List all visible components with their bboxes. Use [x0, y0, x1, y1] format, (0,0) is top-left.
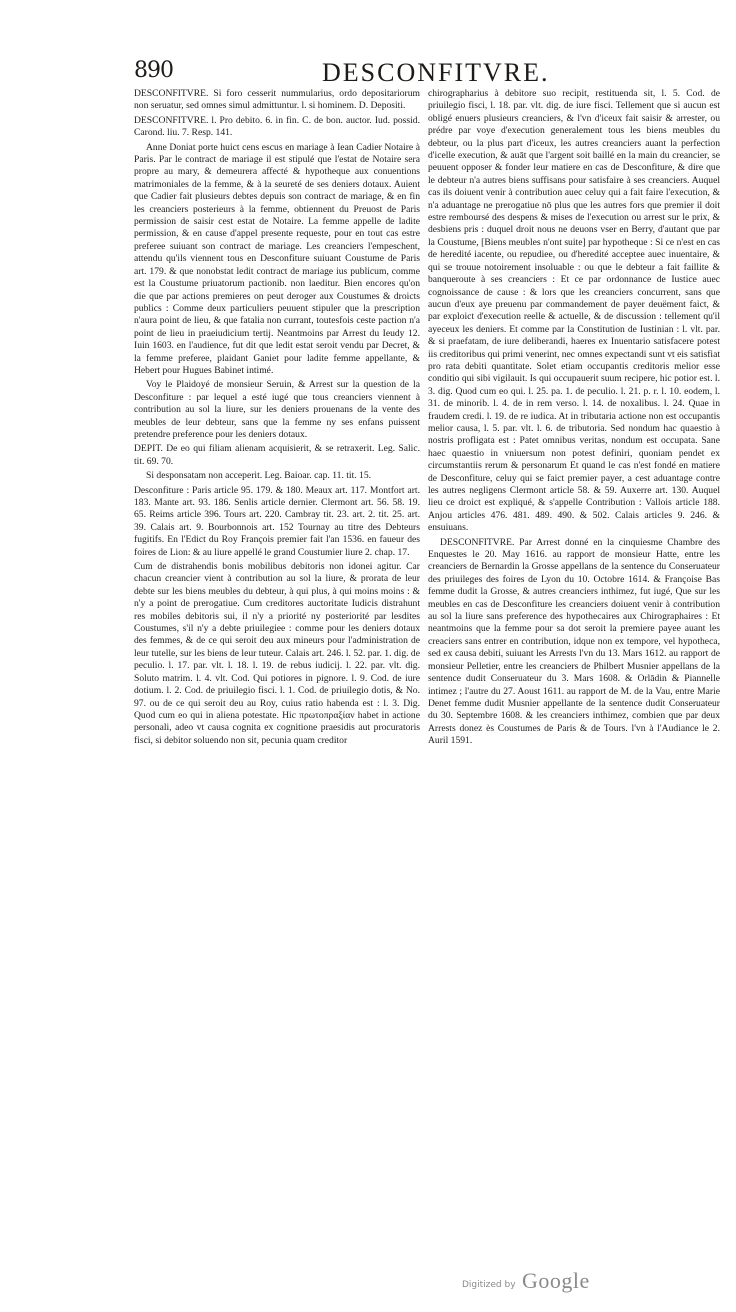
entry-paragraph: DESCONFITVRE. l. Pro debito. 6. in fin. C. de bon. auctor. Iud. possid. Carond. liu. 7. Resp. 141.: [134, 114, 420, 139]
digitized-by-label: Digitized by: [462, 1280, 516, 1290]
body-paragraph: Voy le Plaidoyé de monsieur Seruin, & Arrest sur la question de la Desconfiture : par lequel a esté iugé que tous creanciers viennent à contribution au sol la liure, sur les deniers prouenans de la vente des meubles de leur debteur, sans que la femme ny ses enfans puissent pretendre preference pour les deniers dotaux.: [134, 379, 420, 440]
entry-paragraph: DEPIT. De eo qui filiam alienam acquisierit, & se retraxerit. Leg. Salic. tit. 69. 70.: [134, 443, 420, 467]
entry-paragraph: DESCONFITVRE. Par Arrest donné en la cinquiesme Chambre des Enquestes le 20. May 1616. au rapport de monsieur Hatte, entre les creanciers de Bernardin la Grosse appellans de la sentence du Conseruateur des priuileges des foires de Lyon du 10. Octobre 1614. & Françoise Bas femme dudit la Grosse, & autres creanciers inthimez, fut iugé, Que sur les meubles en cas de Desconfiture les creanciers doiuent venir à contribution au sol la liure sans preference des hypothecaires aux Chirographaires : Et neantmoins que la femme pour sa dot seroit la premiere payee auant les creaciers sans entrer en contribution, idque non ex tempore, vel hypotheca, sed ex causa debiti, suiuant les Arrests l'vn du 13. Mars 1612. au rapport de monsieur Pelletier, entre les creanciers de Philbert Musnier appellans de la sentence dudit Conseruateur du 3. Mars 1608. & Orlādin & Piannelle intimez ; l'autre du 27. Aoust 1611. au rapport de M. de la Vau, entre Marie Denet femme dudit Musnier appellante de la sentence dudit Conseruateur du 30. Septembre 1608. & les creanciers inthimez, combien que par deux Arrests donez ès Coustumes de Paris & de Tours. l'vn à l'Audiance le 2. Auril 1591.: [428, 536, 720, 747]
body-paragraph: chirographarius à debitore suo recipit, restituenda sit, l. 5. Cod. de priuilegio fisci, l. 18. par. vlt. dig. de iure fisci. Tellement que si aucun est obligé enuers plusieurs creanciers, & l'vn d'iceux fait saisir & arrester, ou prédre par voye d'execution generalement tous les biens meubles du debteur, ou la plus part d'iceux, les autres creanciers auant la perfection d'icelle execution, & auāt que l'argent soit baillé en la main du creancier, se peuuent opposer & fonder leur matiere en cas de Desconfiture, & dire que le debteur n'a autres biens suffisans pour satisfaire à ses creanciers. Auquel cas ils doiuent venir à contribution auec celuy qui a fait faire l'execution, & n'a aduantage ne prerogatiue nō plus que les autres fors que premier il doit estre remboursé des despens & mises de l'execution ou arrest sur le prix, & desbiens pris : duquel droit nous ne deuons vser en Berry, d'autant que par la Coustume, [Biens meubles n'ont suite] par hypotheque : Si ce n'est en cas de heredité iacente, ou repudiee, ou d'heredité acceptee auec inuentaire, & qui se trouue notoirement insoluable : ou que le debteur a fait faillite & banqueroute à ses creanciers : Et ce par ordonnance de Iustice auec cognoissance de cause : & lors que les creanciers concurrent, sans que aucun d'eux aye preuenu par commandement de payer deuëment faict, & par exploict d'execution reelle & actuelle, & de discussion : tellement qu'il ayeceux les deniers. Et comme par la Constitution de Iustinian : l. vlt. par. & si praefatam, de iure deliberandi, haeres ex Inuentario satisfacere potest iis creditoribus qui primi venerint, nec omnes expectandi sunt vt eis satisfiat pro rata debiti quantitate. Solet etiam occupantis creditoris melior esse conditio qui sibi vigilauit. Is qui occupauerit suum recipere, hic potior est. l. 3. dig. Quod cum eo qui. l. 25. pa. 1. de peculio. l. 21. p. r. l. 10. eodem, l. 31. de minorib. l. 4. de in rem verso. l. 14. de noxalibus. l. 24. Quae in fraudem credi. l. 19. de re iudica. At in tributaria actione non est occupantis melior causa, l. 5. par. vlt. l. 6. de tributoria. Sed nondum hac quaestio à nostris profligata est : Patet omnibus veritas, nondum est occupata. Sane haec quaestio in vniuersum non potest definiri, quoniam pendet ex circumstantiis rerum & personarum Et quand le cas n'est fondé en matiere de Desconfiture, celuy qui se faict premier payer, a cest aduantage contre les autres negligens Clermont article 58. & 59. Auxerre art. 130. Auquel lieu ce droict est expliqué, & s'appelle Contribution : Vallois article 188. Anjou articles 476. 481. 489. 490. & 502. Calais articles 9. 246. & ensuiuans.: [428, 88, 720, 534]
body-paragraph: Anne Doniat porte huict cens escus en mariage à Iean Cadier Notaire à Paris. Par le contract de mariage il est stipulé que l'estat de Notaire sera propre au mary, & demeurera affecté & hypotheque aux conuentions matrimoniales de la femme, & à la seureté de ses deniers dotaux. Auient que Cadier fait plusieurs debtes depuis son contract de mariage, & en fin les creanciers posterieurs à la femme, obtiennent du Preuost de Paris permission de saisir cest estat de Notaire. La femme appelle de ladite permission, & en cause d'appel presente requeste, pour en tout cas estre preferee suiuant son contract de mariage. Les creanciers l'empeschent, attendu qu'ils viennent tous en Desconfiture suiuant Coustume de Paris art. 179. & que nonobstat ledit contract de mariage ius publicum, comme est la Coustume priuatorum pactionib. non laeditur. Bien encores qu'on die que par actions premieres on peut deroger aux Coustumes & droicts publics : Comme deux particuliers peuuent stipuler que la prescription n'aura point de lieu, & que fatalia non currant, toutesfois ceste paction n'a point de lieu in praeiudicium tertij. Neantmoins par Arrest du Ieudy 12. Iuin 1603. en l'audience, fut dit que ledit estat seroit vendu par Decret, & la femme preferee, plaidant Ganiet pour ladite femme appellante, & Hebert pour Hugues Babinet intimé.: [134, 141, 420, 376]
google-logo: Google: [522, 1268, 590, 1293]
body-paragraph: Desconfiture : Paris article 95. 179. & 180. Meaux art. 117. Montfort art. 183. Mante art. 93. 186. Senlis article dernier. Clermont art. 56. 58. 19. 65. Reims article 396. Tours art. 220. Cambray tit. 23. art. 2. tit. 25. art. 39. Calais art. 9. Bourbonnois art. 152 Tournay au titre des Debteurs fugitifs. En l'Edict du Roy François premier fait l'an 1536. en faueur des foires de Lion: & au liure appellé le grand Coustumier liure 2. chap. 17.: [134, 484, 420, 558]
running-head: DESCONFITVRE.: [322, 58, 550, 87]
entry-paragraph: DESCONFITVRE. Si foro cesserit nummularius, ordo depositariorum non seruatur, sed omnes simul admittuntur. l. si hominem. D. Depositi.: [134, 88, 420, 112]
right-column: [428, 88, 720, 1208]
digitization-watermark: [462, 1268, 732, 1298]
page-header: [134, 58, 734, 88]
left-column: [134, 88, 420, 1208]
body-paragraph: Cum de distrahendis bonis mobilibus debitoris non idonei agitur. Car chacun creancier vient à contribution au sol la liure, & prorata de leur debte sur les biens meubles du debteur, à qui plus, à qui moins moins : & n'y a point de prerogatiue. Cum creditores auctoritate Iudicis distrahunt res mobiles debitoris sui, il n'y a priorité ny posteriorité par lesdites Coustumes, s'il n'y a debte priuilegiee : comme pour les deniers dotaux des femmes, & de ce qui seroit deu aux mineurs pour l'administration de leur tutelle, sur les biens de leur tuteur. Calais art. 246. l. 52. par. 1. dig. de peculio. l. 17. par. vlt. l. 18. l. 19. de rebus iudicij. l. 22. par. vlt. dig. Soluto matrim. l. 4. vlt. Cod. Qui potiores in pignore. l. 9. Cod. de iure dotium. l. 2. Cod. de priuilegio fisci. l. 1. Cod. de priuilegio dotis, & No. 97. ou de ce qui seroit deu au Roy, cuius ratio habenda est : l. 3. Dig. Quod cum eo qui in aliena potestate. Hic πρωτοπραξίαν habet in actione personali, adeo vt causa cognita ex cognitione praesidis aut procuratoris fisci, si debitor soluendo non sit, pecunia quam creditor: [134, 561, 420, 746]
body-paragraph: Si desponsatam non acceperit. Leg. Baioar. cap. 11. tit. 15.: [146, 470, 372, 482]
page-number: 890: [134, 58, 173, 83]
